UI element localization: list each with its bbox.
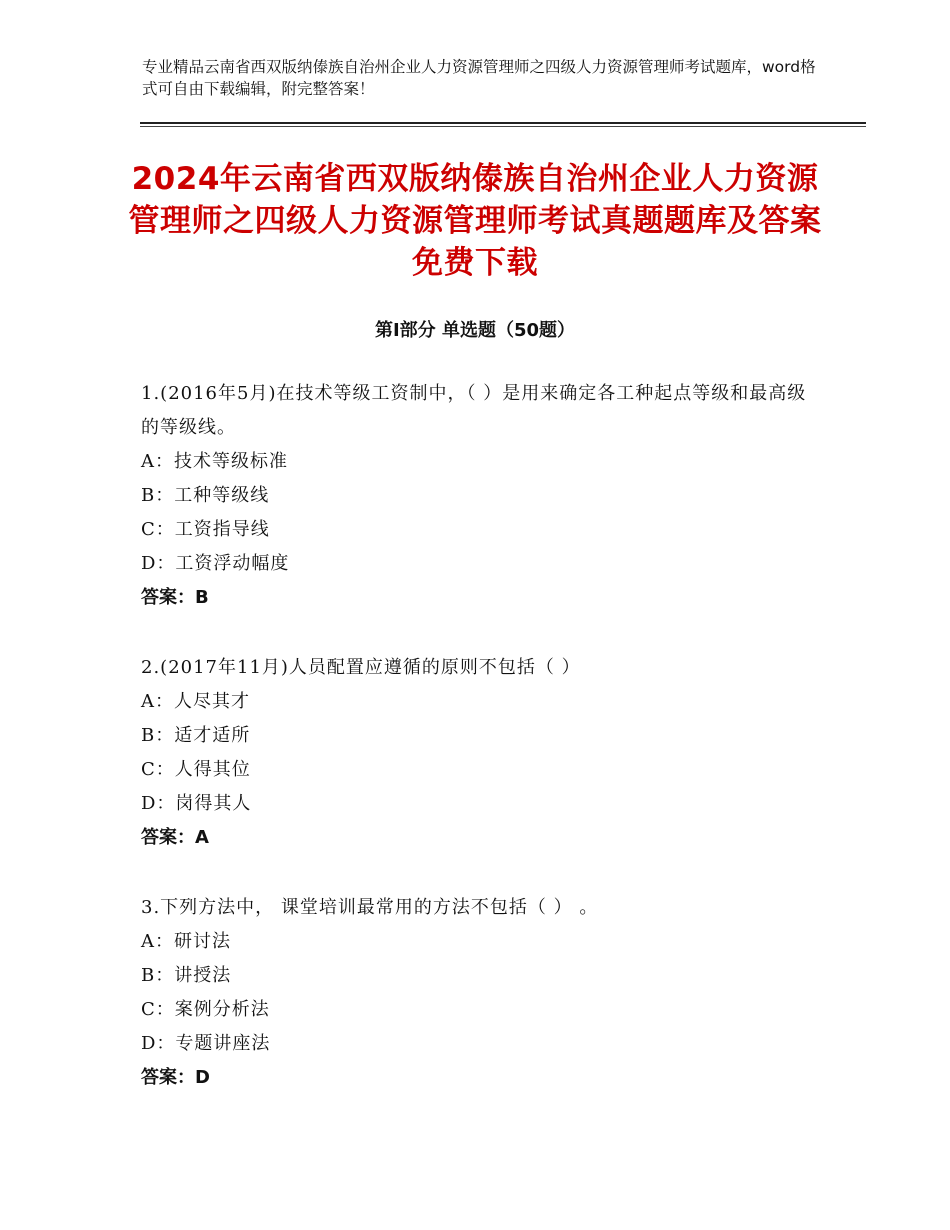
question-3	[141, 891, 821, 1095]
question-2-answer: 答案：A	[141, 827, 209, 848]
question-1-option-c: C：工资指导线	[141, 519, 270, 540]
question-1-option-d: D：工资浮动幅度	[141, 553, 290, 574]
header-rule-thick	[140, 122, 866, 124]
question-3-option-a: A：研讨法	[141, 931, 231, 952]
question-1-text: 1.(2016年5月)在技术等级工资制中，（ ）是用来确定各工种起点等级和最高级的等级线。	[141, 383, 807, 438]
question-1	[141, 377, 821, 615]
question-3-option-c: C：案例分析法	[141, 999, 270, 1020]
question-3-option-d: D：专题讲座法	[141, 1033, 271, 1054]
question-1-option-b: B：工种等级线	[141, 485, 270, 506]
question-2	[141, 651, 821, 855]
question-2-option-a: A：人尽其才	[141, 691, 250, 712]
question-3-option-b: B：讲授法	[141, 965, 232, 986]
header-note: 专业精品云南省西双版纳傣族自治州企业人力资源管理师之四级人力资源管理师考试题库，word格式可自由下载编辑，附完整答案！	[142, 58, 816, 98]
question-2-text: 2.(2017年11月)人员配置应遵循的原则不包括（ ）	[141, 657, 581, 678]
question-1-option-a: A：技术等级标准	[141, 451, 288, 472]
header-rule-thin	[140, 126, 866, 127]
question-1-answer: 答案：B	[141, 587, 209, 608]
question-2-option-c: C：人得其位	[141, 759, 251, 780]
question-2-option-b: B：适才适所	[141, 725, 251, 746]
document-title: 2024年云南省西双版纳傣族自治州企业人力资源管理师之四级人力资源管理师考试真题题库及答案免费下载	[128, 161, 822, 281]
question-2-option-d: D：岗得其人	[141, 793, 252, 814]
question-3-answer: 答案：D	[141, 1067, 210, 1088]
question-3-text: 3.下列方法中， 课堂培训最常用的方法不包括（ ） 。	[141, 897, 599, 918]
section-title: 第Ⅰ部分 单选题（50题）	[374, 320, 575, 341]
